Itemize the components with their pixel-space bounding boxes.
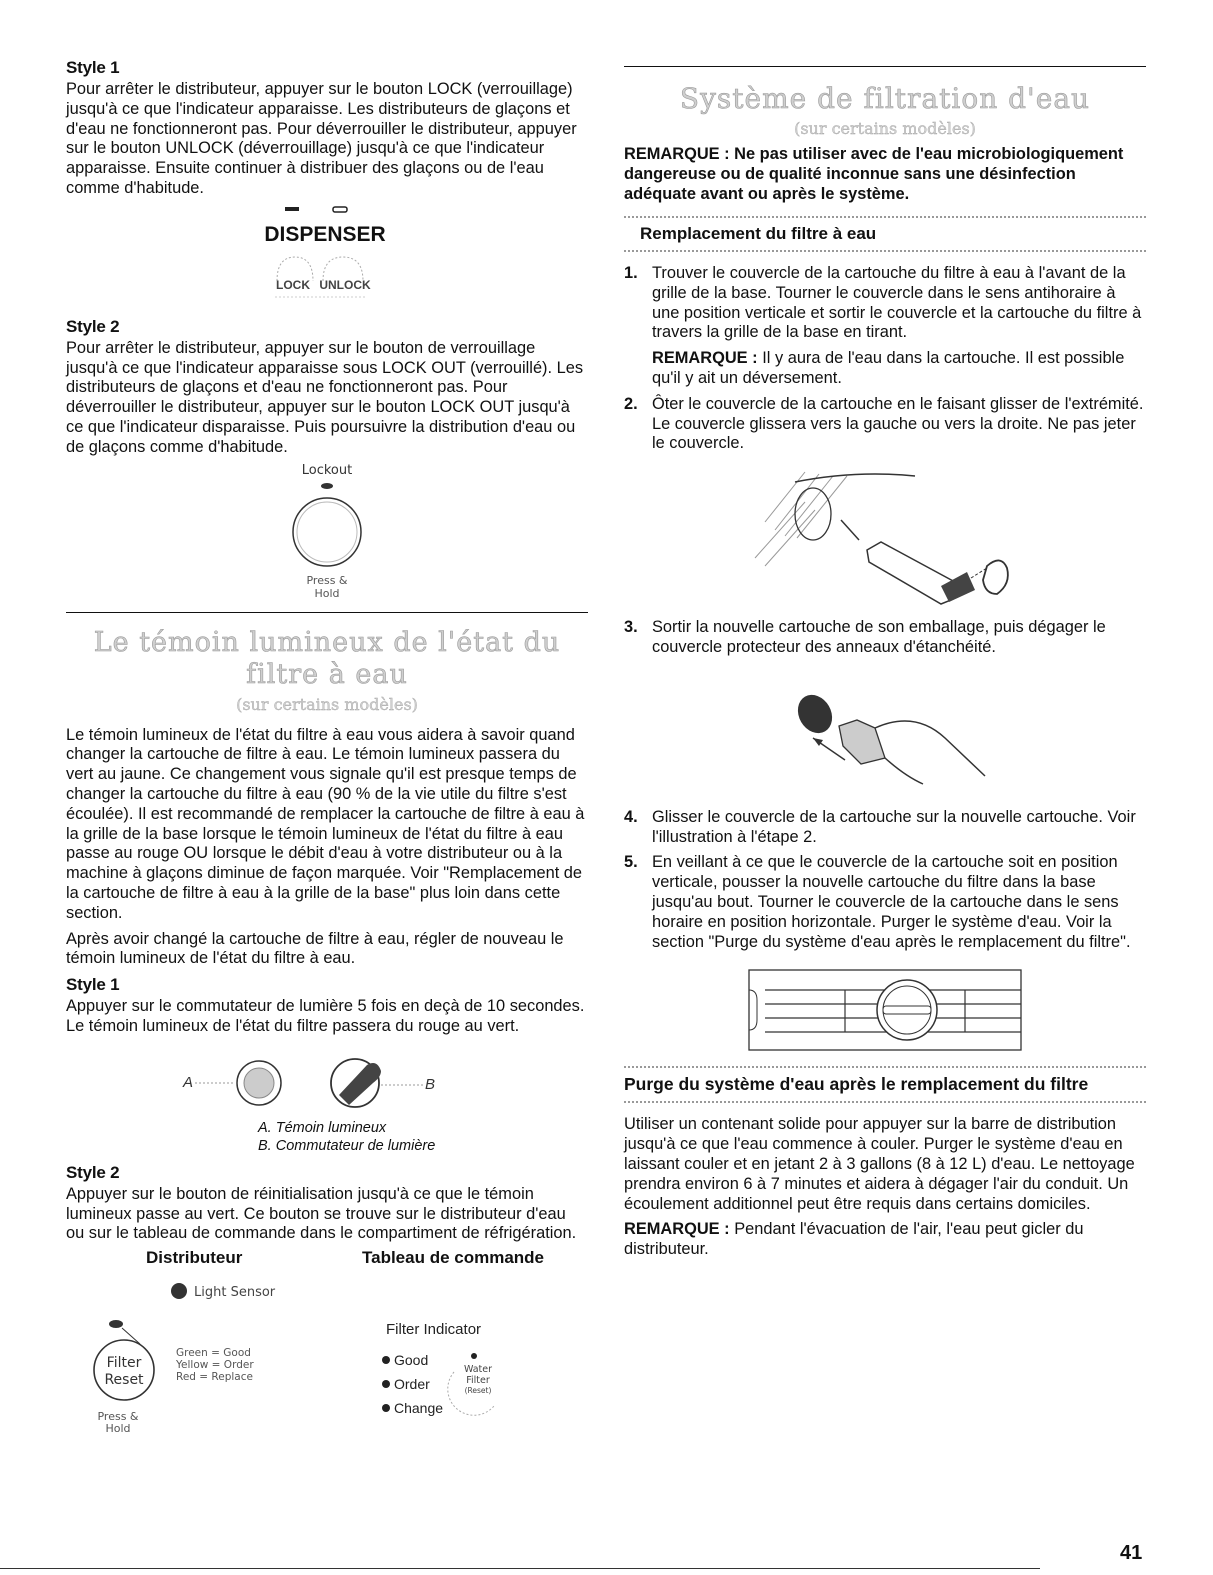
filter-cartridge-icon [867, 542, 955, 604]
indicator-good-label: Good [394, 1352, 429, 1369]
filtration-section-subtitle: (sur certains modèles) [794, 119, 976, 138]
filter-reset-figure [66, 1272, 588, 1442]
step-2-text: Ôter le couvercle de la cartouche en le faisant glisser de l'extrémité. Le couvercle glissera vers la gauche ou vers la droite. Ne pas jeter le couvercle. [652, 394, 1144, 453]
press-hold-line1: Press & [306, 573, 348, 587]
light-switch-figure [177, 1047, 477, 1117]
replace-steps-cont [624, 618, 1146, 658]
indicator-light-lens-icon [244, 1068, 274, 1098]
purge-note-text: Pendant l'évacuation de l'air, l'eau peut gicler du distributeur. [624, 1220, 1084, 1259]
step-1-note: Il y aura de l'eau dans la cartouche. Il est possible qu'il y ait un déversement. [652, 349, 1125, 387]
warning-note: REMARQUE : Ne pas utiliser avec de l'eau microbiologiquement dangereuse ou de qualité inconnue sans une désinfection adéquate avant ou après le système. [624, 145, 1124, 203]
fig-label-a: A [183, 1073, 194, 1091]
distributeur-label: Distributeur [146, 1248, 243, 1268]
step-3: 3. Sortir la nouvelle cartouche de son emballage, puis dégager le couvercle protecteur des anneaux d'étanchéité. [624, 618, 1106, 656]
step-2: 2. Ôter le couvercle de la cartouche en le faisant glisser de l'extrémité. Le couvercle glissera vers la gauche ou vers la droite. Ne pas jeter le couvercle. [624, 394, 1144, 453]
lock-indicator-icon [285, 207, 299, 211]
filter-style1-text: Appuyer sur le commutateur de lumière 5 fois en deçà de 10 secondes. Le témoin lumineux de l'état du filtre passera du rouge au vert. [66, 997, 585, 1035]
filter-reset-line2: Reset [104, 1372, 144, 1389]
filter-reset-line1: Filter [106, 1355, 142, 1372]
purge-text: Utiliser un contenant solide pour appuyer sur la barre de distribution jusqu'à ce que l'eau commence à couler. Purger le système d'eau en laissant couler et en jetant 2 à 3 gallons (8 à 12 L) d'eau. Le nettoyage prendra environ 6 à 7 minutes et aidera à dégager l'air du conduit. Un écoulement additionnel peut être requis dans certains domiciles. [624, 1115, 1135, 1213]
water-filter-line1: Water [463, 1364, 493, 1376]
green-good-label: Green = Good [176, 1347, 251, 1360]
replace-steps-cont2 [624, 808, 1146, 953]
protective-cap-icon [791, 688, 839, 739]
reset-press-hold-1: Press & [97, 1410, 139, 1424]
step-1-text: Trouver le couvercle de la cartouche du filtre à eau à l'avant de la grille de la base. Tourner le couvercle dans le sens antihoraire à une position verticale et sortir le couvercle et la cartouche du filtre à travers la grille de la base en tirant. [652, 264, 1142, 342]
light-sensor-icon [171, 1283, 187, 1299]
change-dot-icon [382, 1404, 390, 1412]
step-4: 4. Glisser le couvercle de la cartouche sur la nouvelle cartouche. Voir l'illustration à l'étape 2. [624, 807, 1136, 846]
water-filter-line3: (Reset) [464, 1386, 492, 1396]
order-dot-icon [382, 1380, 390, 1388]
cartridge-body-icon [875, 721, 985, 784]
lockout-label: Lockout [301, 462, 353, 478]
step-4-text: Glisser le couvercle de la cartouche sur la nouvelle cartouche. Voir l'illustration à l'étape 2. [652, 807, 1136, 846]
footer-rule [0, 1568, 1040, 1569]
step-5: 5. En veillant à ce que le couvercle de la cartouche soit en position verticale, pousser la nouvelle cartouche du filtre dans la base jusqu'au bout. Tourner le couvercle de la cartouche dans le sens horaire en position horizontale. Purger le système d'eau. Voir la section "Purge du système d'eau après le remplacement du filtre". [624, 853, 1131, 951]
unlock-button-label: UNLOCK [319, 277, 371, 292]
filter-paragraph-1: Le témoin lumineux de l'état du filtre à eau vous aidera à savoir quand changer la cartouche de filtre à eau. Le témoin lumineux passera du vert au jaune. Ce changement vous signale qu'il est presque temps de changer la cartouche du filtre à eau (90 % de la vie utile du filtre s'est écoulée). Il est recommandé de remplacer la cartouche de filtre à eau à la grille de la base lorsque le témoin lumineux de l'état du filtre à eau passe au rouge OU lorsque le débit d'eau à votre distributeur ou à la machine à glaçons diminue de façon marquée. Voir "Remplacement de la cartouche de filtre à eau à la grille de la base" plus loin dans cette section. [66, 725, 585, 922]
style1-text: Pour arrêter le distributeur, appuyer sur le bouton LOCK (verrouillage) jusqu'à ce que l'indicateur apparaisse. Les distributeurs de glaçons et d'eau ne fonctionneront pas. Pour déverrouiller le distributeur, appuyer sur le bouton UNLOCK (déverrouillage) jusqu'à ce que l'indicateur apparaisse. Ensuite continuer à distribuer des glaçons ou de l'eau comme d'habitude. [66, 80, 577, 197]
dispenser-label: DISPENSER [264, 222, 386, 246]
replace-steps [624, 264, 1146, 454]
tableau-label: Tableau de commande [362, 1248, 545, 1268]
purge-heading: Purge du système d'eau après le remplacement du filtre [624, 1074, 1089, 1095]
step-1: 1. Trouver le couvercle de la cartouche du filtre à eau à l'avant de la grille de la base. Tourner le couvercle dans le sens antihoraire à une position verticale et sortir le couvercle et la cartouche du filtre à travers la grille de la base en tirant. REMARQUE : Il y aura de l'eau dans la cartouche. Il est possible qu'il y ait un déversement. [624, 264, 1142, 387]
section-rule [66, 612, 588, 613]
dispenser-lock-figure [227, 205, 427, 315]
step-5-text: En veillant à ce que le couvercle de la cartouche soit en position verticale, pousser la nouvelle cartouche du filtre dans la base jusqu'au bout. Tourner le couvercle de la cartouche dans le sens horaire en position horizontale. Purger le système d'eau. Voir la section "Purge du système d'eau après le remplacement du filtre". [652, 853, 1131, 951]
cartridge-cover-knob-icon [877, 980, 937, 1040]
dotted-rule [624, 216, 1146, 218]
reset-press-hold-2: Hold [105, 1422, 131, 1436]
lockout-indicator-icon [321, 483, 333, 489]
good-dot-icon [382, 1356, 390, 1364]
unlock-indicator-icon [333, 207, 347, 212]
filter-section-title: Le témoin lumineux de l'état du filtre à eau [93, 626, 561, 690]
filter-indicator-label: Filter Indicator [386, 1321, 482, 1339]
purge-note [624, 1220, 1146, 1260]
right-column [624, 66, 1146, 1260]
base-grille-figure [735, 960, 1035, 1056]
dotted-rule [624, 1101, 1146, 1103]
page-number: 41 [1120, 1542, 1143, 1564]
filter-style2-heading: Style 2 [66, 1162, 120, 1182]
filter-style1-heading: Style 1 [66, 975, 120, 995]
dotted-rule [624, 250, 1146, 252]
step-1-note-label: REMARQUE : [652, 349, 758, 368]
filter-style2-text: Appuyer sur le bouton de réinitialisation jusqu'à ce que le témoin lumineux passe au vert. Ce bouton se trouve sur le distributeur d'eau ou sur le tableau de commande dans le compartiment de réfrigération. [66, 1184, 577, 1243]
filter-section-subtitle: (sur certains modèles) [236, 694, 418, 714]
water-filter-line2: Filter [466, 1375, 490, 1387]
caption-a: A. Témoin lumineux [258, 1119, 387, 1136]
light-switch-lever-icon [339, 1063, 381, 1105]
purge-note-label: REMARQUE : [624, 1220, 730, 1239]
cartridge-removal-figure [735, 462, 1035, 612]
lockout-button-icon [293, 498, 361, 566]
lockout-figure [257, 460, 397, 600]
left-column [66, 58, 588, 1442]
lock-button-label: LOCK [276, 277, 310, 292]
style2-heading: Style 2 [66, 316, 120, 336]
indicator-change-label: Change [394, 1400, 444, 1417]
cartridge-cover-icon [983, 561, 1008, 595]
style1-heading: Style 1 [66, 58, 120, 77]
red-replace-label: Red = Replace [176, 1371, 253, 1384]
light-sensor-label: Light Sensor [194, 1285, 276, 1301]
reset-indicator-icon [109, 1320, 123, 1328]
filter-paragraph-2: Après avoir changé la cartouche de filtre à eau, régler de nouveau le témoin lumineux de l'état du filtre à eau. [66, 929, 564, 968]
replace-filter-heading: Remplacement du filtre à eau [640, 224, 877, 243]
style2-text: Pour arrêter le distributeur, appuyer sur le bouton de verrouillage jusqu'à ce que l'indicateur apparaisse sous LOCK OUT (verrouillé). Les distributeurs de glaçons et d'eau ne fonctionneront pas. Pour déverrouiller le distributeur, appuyer sur le bouton LOCK OUT jusqu'à ce que l'indicateur disparaisse. Puis poursuivre la distribution d'eau ou de glaçons comme d'habitude. [66, 338, 584, 456]
dotted-rule [624, 1066, 1146, 1068]
right-section-rule [624, 66, 1146, 67]
water-filter-dot-icon [471, 1353, 477, 1359]
fig-label-b: B [425, 1075, 436, 1093]
filtration-section-title: Système de filtration d'eau [679, 82, 1091, 115]
press-hold-line2: Hold [314, 586, 340, 600]
caption-b: B. Commutateur de lumière [258, 1137, 436, 1154]
yellow-order-label: Yellow = Order [176, 1359, 254, 1372]
seal-cover-figure [755, 680, 1015, 800]
indicator-order-label: Order [394, 1376, 430, 1393]
step-3-text: Sortir la nouvelle cartouche de son emballage, puis dégager le couvercle protecteur des anneaux d'étanchéité. [652, 618, 1106, 656]
